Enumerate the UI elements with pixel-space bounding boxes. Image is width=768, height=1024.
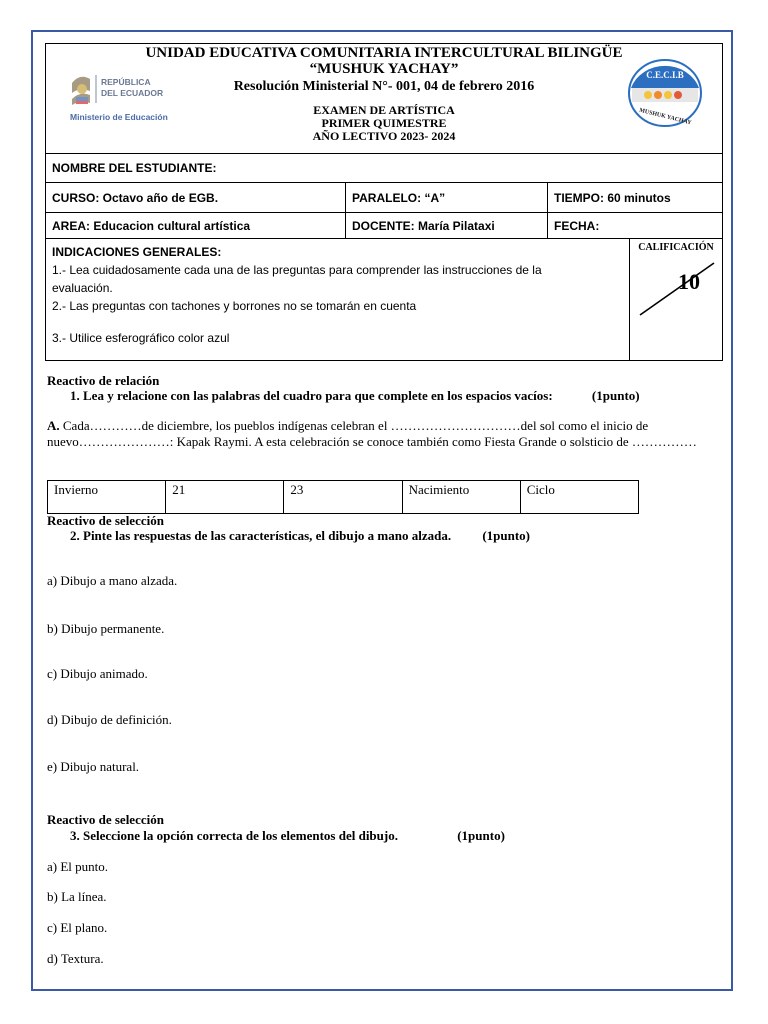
question1-text: 1. Lea y relacione con las palabras del cuadro para que complete en los espacios vacíos: <box>70 388 553 403</box>
question2 <box>70 528 530 544</box>
question2-option[interactable]: a) Dibujo a mano alzada. <box>47 573 178 588</box>
area-field: AREA: Educacion cultural artística <box>46 213 346 239</box>
ministry-logo-line3: Ministerio de Educación <box>70 112 168 122</box>
grade-box <box>630 239 723 361</box>
exam-header-table <box>45 43 723 361</box>
paragraph-text: Cada…………de diciembre, los pueblos indígenas celebran el …………………………del sol como el inicio de nuevo…………………: Kapak Raymi. A esta celebración se conoce también como Fiesta Grande o solsticio de …………… <box>47 418 697 449</box>
instruction-line: 2.- Las preguntas con tachones y borrones no se tomarán en cuenta <box>52 299 417 313</box>
school-name-quoted: “MUSHUK YACHAY” <box>309 61 459 77</box>
instruction-line: 1.- Lea cuidadosamente cada una de las preguntas para comprender las instrucciones de la <box>52 263 542 277</box>
question2-option[interactable]: b) Dibujo permanente. <box>47 621 165 636</box>
paragraph-label: A. <box>47 418 60 433</box>
parallel-field: PARALELO: “A” <box>346 183 548 213</box>
question2-option[interactable]: c) Dibujo animado. <box>47 666 148 681</box>
school-year: AÑO LECTIVO 2023- 2024 <box>312 129 456 143</box>
question2-points: (1punto) <box>482 528 531 543</box>
word-bank-cell: 23 <box>284 481 402 514</box>
section3-type: Reactivo de selección <box>47 812 164 827</box>
question3-points: (1punto) <box>457 828 505 843</box>
resolution-text: Resolución Ministerial N°- 001, 04 de febrero 2016 <box>233 79 535 94</box>
question1 <box>70 388 640 404</box>
ministry-logo-line1: REPÚBLICA <box>101 77 151 87</box>
word-bank-cell: Ciclo <box>520 481 638 514</box>
word-bank-table <box>47 480 639 514</box>
grade-label: CALIFICACIÓN <box>638 242 714 253</box>
general-instructions <box>46 239 630 361</box>
question2-option[interactable]: e) Dibujo natural. <box>47 759 140 774</box>
grade-value: 10 <box>678 269 700 294</box>
question3-option[interactable]: c) El plano. <box>47 920 108 935</box>
course-field: CURSO: Octavo año de EGB. <box>46 183 346 213</box>
exam-subtitle <box>46 104 722 143</box>
exam-term: PRIMER QUIMESTRE <box>321 116 447 130</box>
school-logo <box>626 58 704 130</box>
student-name-field[interactable]: NOMBRE DEL ESTUDIANTE: <box>46 154 723 183</box>
date-field[interactable]: FECHA: <box>548 213 723 239</box>
instruction-line: evaluación. <box>52 281 113 295</box>
section2-type: Reactivo de selección <box>47 513 164 528</box>
word-bank-cell: 21 <box>166 481 284 514</box>
question1-points: (1punto) <box>591 388 640 403</box>
question3-option[interactable]: b) La línea. <box>47 889 107 904</box>
question3 <box>70 828 505 844</box>
exam-name: EXAMEN DE ARTÍSTICA <box>313 103 455 117</box>
question2-text: 2. Pinte las respuestas de las características, el dibujo a mano alzada. <box>70 528 452 543</box>
school-name: UNIDAD EDUCATIVA COMUNITARIA INTERCULTURAL BILINGÜE <box>145 45 623 61</box>
ministry-logo-line2: DEL ECUADOR <box>101 88 164 98</box>
instruction-line: 3.- Utilice esferográfico color azul <box>52 331 230 345</box>
question2-option[interactable]: d) Dibujo de definición. <box>47 712 172 727</box>
word-bank-cell: Invierno <box>48 481 166 514</box>
school-logo-top-text: C.E.C.I.B <box>646 70 684 80</box>
exam-title-block <box>46 44 723 154</box>
question3-option[interactable]: d) Textura. <box>47 951 104 966</box>
teacher-field: DOCENTE: María Pilataxi <box>346 213 548 239</box>
school-logo-bottom-text: MUSHUK YACHAY <box>638 107 692 127</box>
time-field: TIEMPO: 60 minutos <box>548 183 723 213</box>
word-bank-cell: Nacimiento <box>402 481 520 514</box>
instructions-title: INDICACIONES GENERALES: <box>52 245 222 259</box>
section1-type: Reactivo de relación <box>47 373 160 388</box>
question1-paragraph <box>47 418 717 450</box>
question3-option[interactable]: a) El punto. <box>47 859 109 874</box>
question3-text: 3. Seleccione la opción correcta de los elementos del dibujo. <box>70 828 398 843</box>
